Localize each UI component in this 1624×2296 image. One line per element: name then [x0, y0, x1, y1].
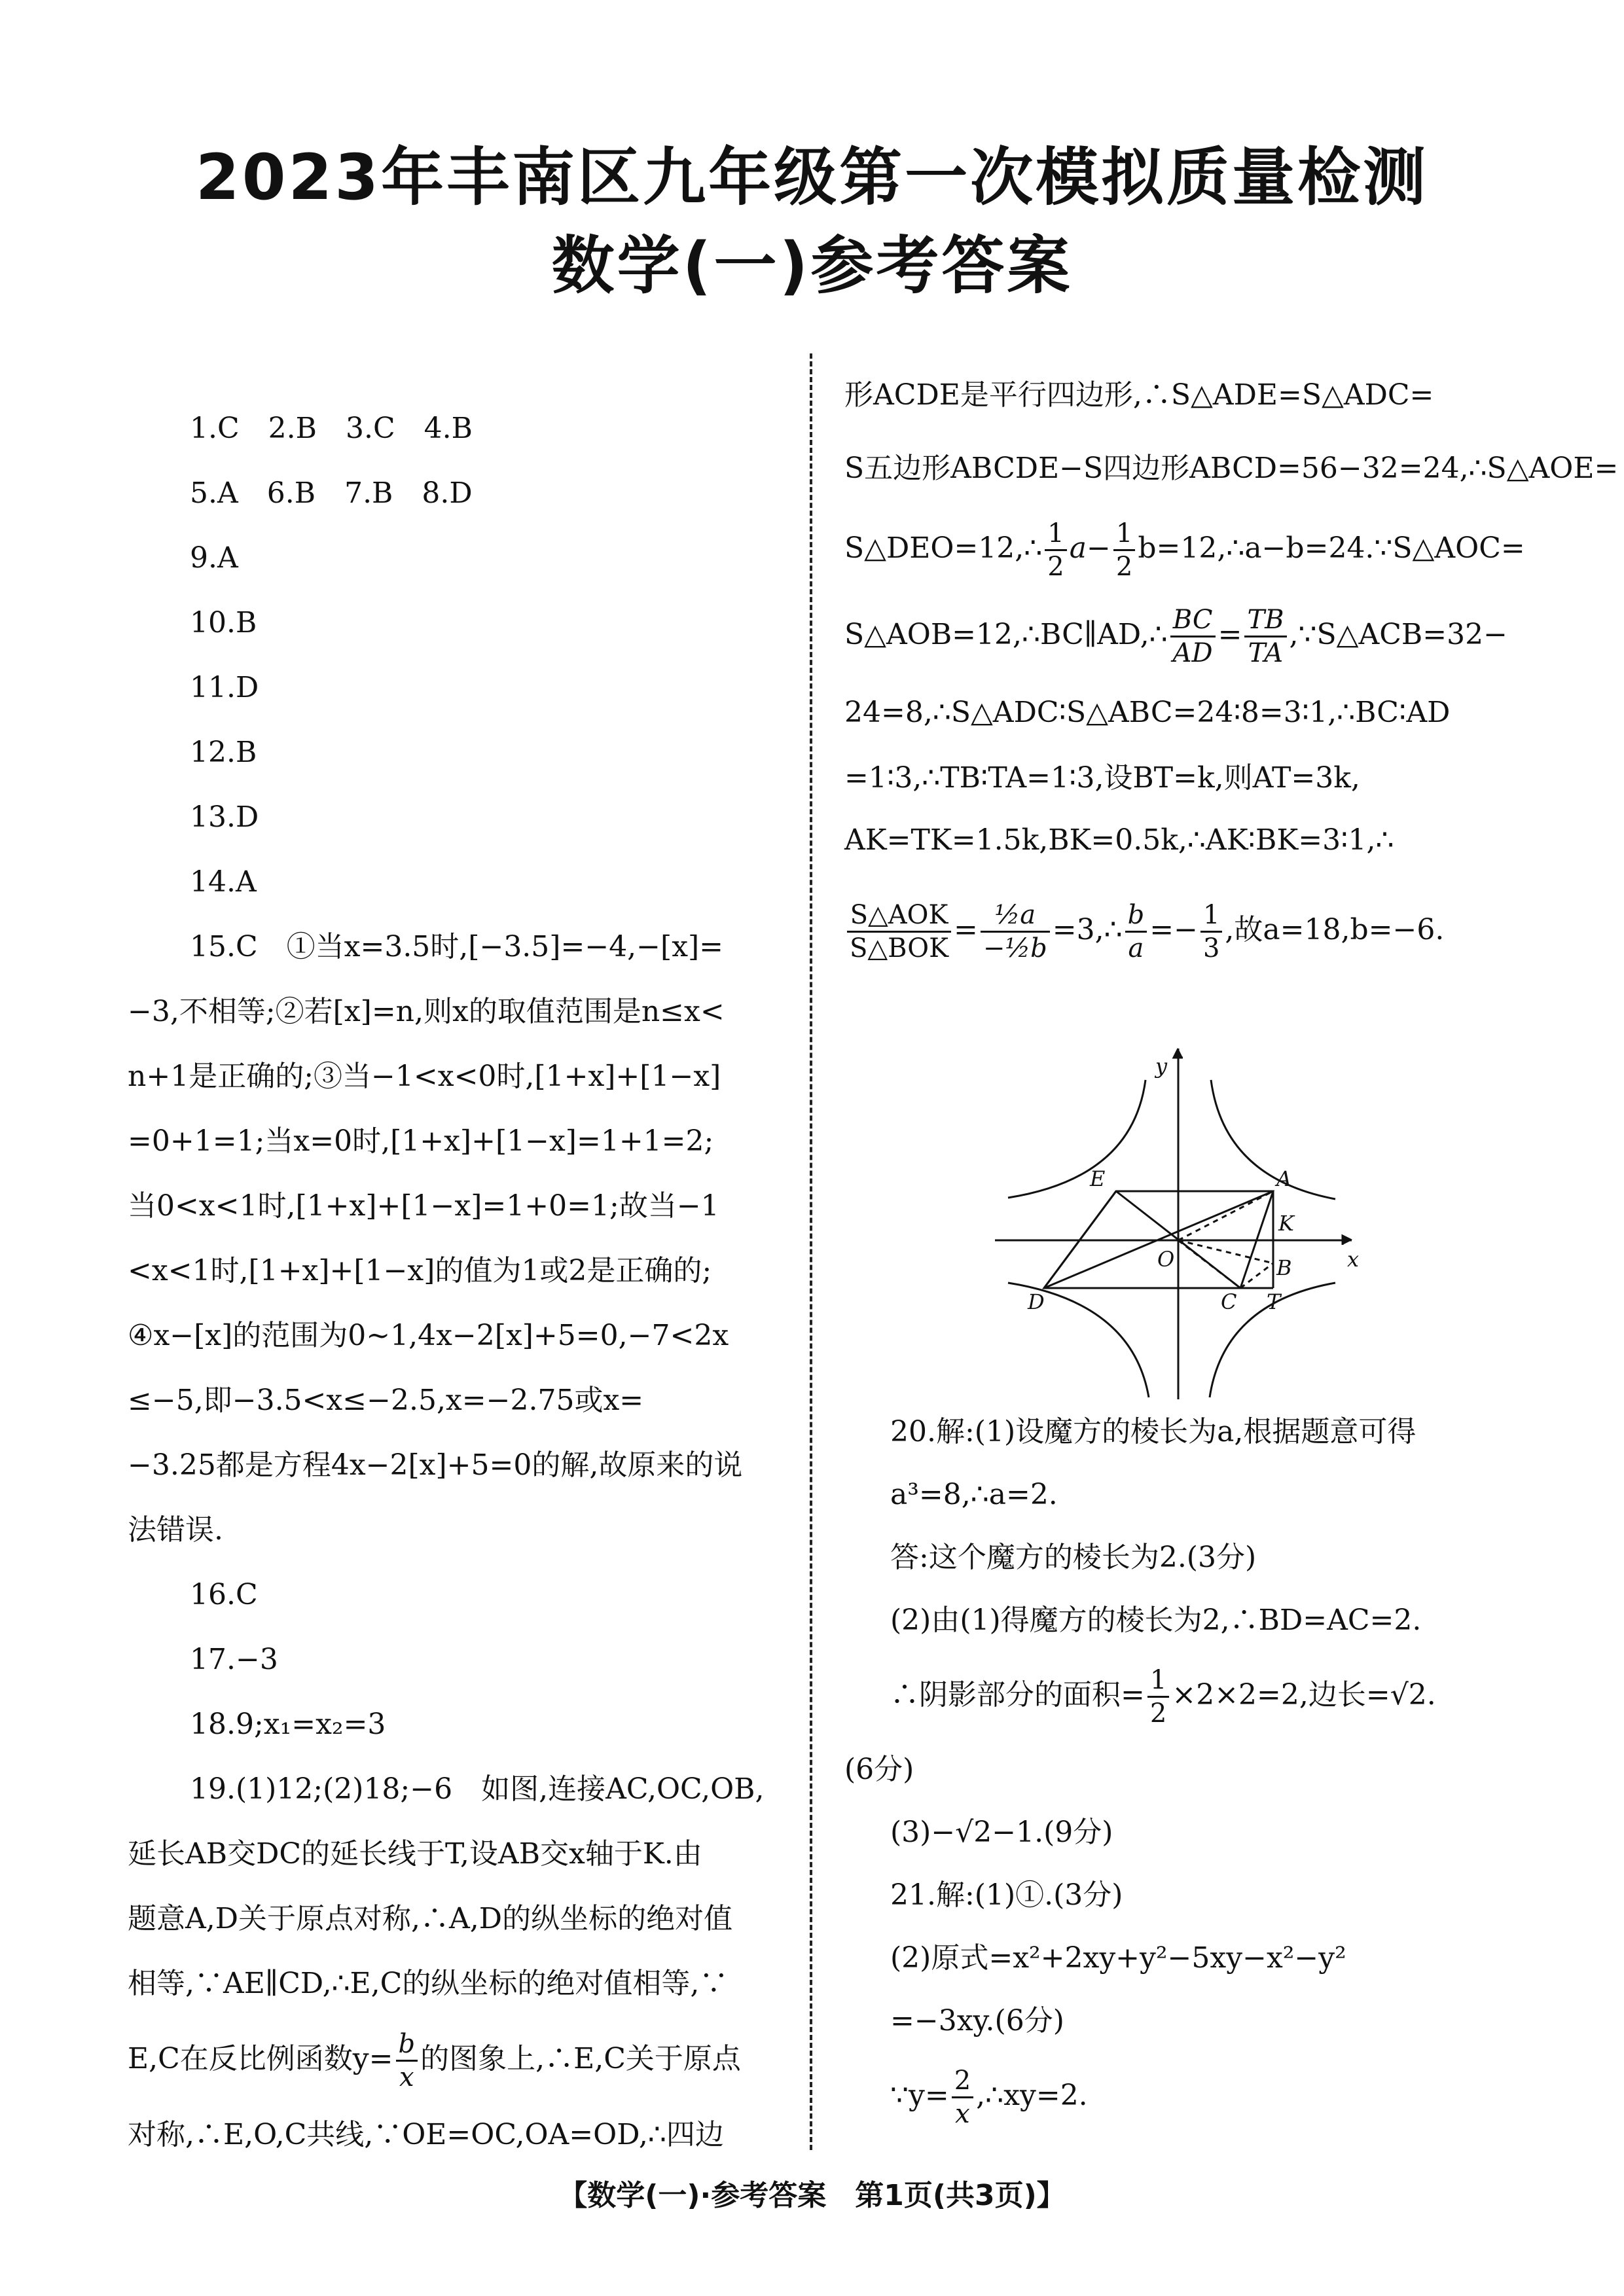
- label-c: C: [1221, 1289, 1237, 1314]
- q20-line: 20.解:(1)设魔方的棱长为a,根据题意可得: [890, 1415, 1416, 1448]
- label-k: K: [1278, 1211, 1294, 1236]
- numerator: 1: [1147, 1667, 1169, 1698]
- text-run: =−: [1149, 913, 1198, 946]
- answer-line: 12.B: [190, 736, 257, 769]
- answer-line: 18.9;x₁=x₂=3: [190, 1708, 386, 1741]
- q15-line: −3,不相等;②若[x]=n,则x的取值范围是n≤x<: [128, 995, 725, 1028]
- q20-line: [890, 1652, 1512, 1738]
- numerator: S△AOK: [847, 902, 951, 933]
- text-run: E,C在反比例函数y=: [128, 2042, 393, 2075]
- label-o: O: [1157, 1247, 1175, 1272]
- q20-line: a³=8,∴a=2.: [890, 1478, 1058, 1511]
- fraction-area-ratio: [847, 902, 951, 961]
- fraction-half: [1045, 520, 1066, 580]
- label-d: D: [1028, 1289, 1045, 1314]
- page-title: 2023年丰南区九年级第一次模拟质量检测: [195, 141, 1429, 214]
- label-a: A: [1276, 1166, 1292, 1191]
- q21-line: =−3xy.(6分): [890, 2004, 1064, 2037]
- denominator: AD: [1172, 638, 1213, 668]
- fraction-one-third: [1200, 902, 1222, 961]
- x-axis-arrow-icon: [1343, 1236, 1352, 1245]
- fraction-half: [1147, 1667, 1169, 1727]
- answer-line: 10.B: [190, 606, 257, 639]
- fraction-2-x: [952, 2068, 973, 2127]
- q15-line: ④x−[x]的范围为0~1,4x−2[x]+5=0,−7<2x: [128, 1319, 729, 1352]
- label-t: T: [1267, 1289, 1281, 1314]
- denominator: 2: [1115, 552, 1133, 582]
- text-run: a−: [1069, 531, 1111, 565]
- q19-cont-line: 形ACDE是平行四边形,∴S△ADE=S△ADC=: [844, 378, 1434, 412]
- fraction: [396, 2031, 418, 2090]
- text-run: ×2×2=2,边长=√2.: [1172, 1678, 1436, 1712]
- right-column: [844, 359, 1619, 989]
- q15-line: 当0<x<1时,[1+x]+[1−x]=1+0=1;故当−1: [128, 1189, 719, 1223]
- numerator: TB: [1244, 607, 1286, 637]
- numerator: 2: [952, 2068, 973, 2098]
- answer-line: 11.D: [190, 671, 259, 704]
- answer-line: 13.D: [190, 800, 259, 834]
- denominator: x: [399, 2062, 414, 2092]
- numerator: 1: [1200, 902, 1222, 933]
- q19-line: 题意A,D关于原点对称,∴A,D的纵坐标的绝对值: [128, 1902, 733, 1935]
- fraction-bc-ad: [1170, 607, 1216, 666]
- q20-line: (6分): [844, 1753, 914, 1786]
- column-divider: [810, 353, 812, 2150]
- numerator: 1: [1045, 520, 1066, 551]
- q19-cont-line: 24=8,∴S△ADC∶S△ABC=24∶8=3∶1,∴BC∶AD: [844, 696, 1451, 729]
- left-column: [128, 396, 785, 2167]
- q19-cont-line: AK=TK=1.5k,BK=0.5k,∴AK∶BK=3∶1,∴: [844, 823, 1394, 857]
- fraction-b-a: [1125, 902, 1147, 961]
- q15-line: ≤−5,即−3.5<x≤−2.5,x=−2.75或x=: [128, 1384, 644, 1417]
- answer-line: 16.C: [190, 1578, 258, 1611]
- answer-line: 9.A: [190, 541, 238, 575]
- q19-cont-line: [844, 592, 1512, 678]
- denominator: a: [1128, 933, 1144, 963]
- q20-line: 答:这个魔方的棱长为2.(3分): [890, 1541, 1257, 1574]
- q15-line: <x<1时,[1+x]+[1−x]的值为1或2是正确的;: [128, 1254, 712, 1287]
- q19-line: 19.(1)12;(2)18;−6 如图,连接AC,OC,OB,: [190, 1772, 765, 1806]
- page-footer: 【数学(一)·参考答案 第1页(共3页)】: [558, 2179, 1066, 2212]
- q20-line: (3)−√2−1.(9分): [890, 1816, 1113, 1849]
- text-run: =: [953, 913, 978, 946]
- numerator: ½a: [981, 902, 1050, 933]
- y-axis-arrow-icon: [1174, 1049, 1183, 1058]
- numerator: BC: [1170, 607, 1216, 637]
- hyperbola-branch-q1: [1211, 1080, 1335, 1199]
- q19-cont-line: =1∶3,∴TB∶TA=1∶3,设BT=k,则AT=3k,: [844, 761, 1360, 795]
- q21-line: 21.解:(1)①.(3分): [890, 1878, 1123, 1912]
- q15-line: =0+1=1;当x=0时,[1+x]+[1−x]=1+1=2;: [128, 1124, 714, 1158]
- q19-line: [128, 2016, 785, 2102]
- answer-line: 5.A 6.B 7.B 8.D: [190, 476, 473, 510]
- page-subtitle: 数学(一)参考答案: [551, 229, 1073, 302]
- hyperbola-branch-q2: [1008, 1080, 1146, 1198]
- q21-line: (2)原式=x²+2xy+y²−5xy−x²−y²: [890, 1941, 1346, 1975]
- q20-line: (2)由(1)得魔方的棱长为2,∴BD=AC=2.: [890, 1604, 1422, 1637]
- label-b: B: [1276, 1255, 1292, 1280]
- q15-line: 法错误.: [128, 1513, 223, 1547]
- text-run: S△DEO=12,∴: [844, 531, 1043, 565]
- text-run: =3,∴: [1052, 913, 1123, 946]
- denominator: 3: [1202, 933, 1220, 963]
- right-column-lower: [844, 1401, 1512, 2139]
- denominator: 2: [1149, 1698, 1167, 1729]
- text-run: ∴阴影部分的面积=: [890, 1678, 1145, 1712]
- label-e: E: [1090, 1166, 1106, 1191]
- text-run: ,∴xy=2.: [976, 2079, 1088, 2112]
- numerator: b: [396, 2031, 418, 2062]
- q19-cont-line: S五边形ABCDE−S四边形ABCD=56−32=24,∴S△AOE=: [844, 452, 1619, 485]
- text-run: 的图象上,∴E,C关于原点: [420, 2042, 741, 2075]
- fraction-tb-ta: [1244, 607, 1286, 666]
- numerator: 1: [1113, 520, 1135, 551]
- q19-line: 延长AB交DC的延长线于T,设AB交x轴于K.由: [128, 1837, 702, 1871]
- text-run: ,故a=18,b=−6.: [1225, 913, 1445, 946]
- hyperbola-diagram: [988, 1041, 1368, 1407]
- answer-line: 17.−3: [190, 1643, 278, 1676]
- label-x: x: [1347, 1247, 1360, 1272]
- q19-line: 对称,∴E,O,C共线,∵OE=OC,OA=OD,∴四边: [128, 2118, 724, 2151]
- denominator: TA: [1248, 638, 1284, 668]
- numerator: b: [1125, 902, 1147, 933]
- q15-line: −3.25都是方程4x−2[x]+5=0的解,故原来的说: [128, 1448, 743, 1482]
- fraction-half: [1113, 520, 1135, 580]
- text-run: ∵y=: [890, 2079, 949, 2112]
- denominator: S△BOK: [850, 933, 948, 963]
- denominator: 2: [1047, 552, 1064, 582]
- text-run: =: [1218, 618, 1242, 651]
- q19-cont-line: [844, 871, 1512, 989]
- text-run: S△AOB=12,∴BC∥AD,∴: [844, 618, 1168, 651]
- fraction-half-ab: [981, 902, 1050, 961]
- denominator: x: [955, 2099, 970, 2129]
- q15-line: 15.C ①当x=3.5时,[−3.5]=−4,−[x]=: [190, 930, 724, 963]
- q21-line: [890, 2053, 1512, 2139]
- q15-line: n+1是正确的;③当−1<x<0时,[1+x]+[1−x]: [128, 1060, 721, 1093]
- denominator: −½b: [983, 933, 1047, 963]
- answer-line: 1.C 2.B 3.C 4.B: [190, 412, 473, 445]
- text-run: ,∵S△ACB=32−: [1289, 618, 1507, 651]
- q19-cont-line: [844, 505, 1525, 592]
- q19-line: 相等,∵AE∥CD,∴E,C的纵坐标的绝对值相等,∵: [128, 1967, 729, 2000]
- label-y: y: [1155, 1054, 1168, 1079]
- answer-line: 14.A: [190, 865, 257, 899]
- text-run: b=12,∴a−b=24.∵S△AOC=: [1138, 531, 1525, 565]
